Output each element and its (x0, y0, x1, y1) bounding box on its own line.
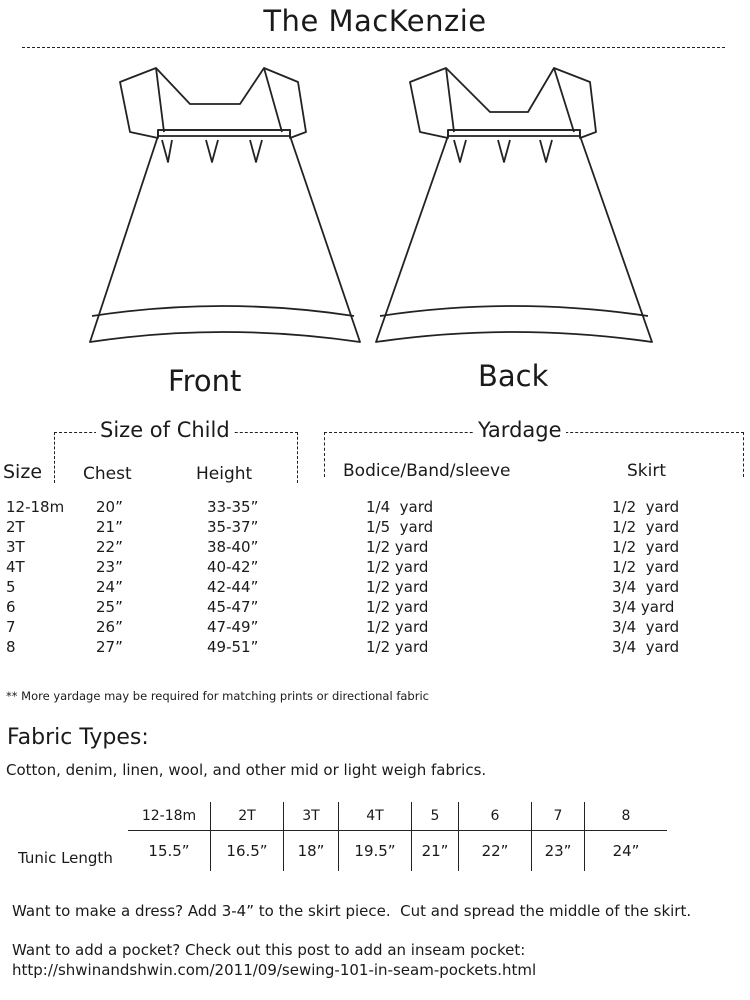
tunic-size-cell: 3T (284, 802, 339, 831)
tunic-size-row (128, 802, 667, 831)
tunic-size-cell: 12-18m (128, 802, 211, 831)
tunic-size-cell: 7 (532, 802, 585, 831)
yardage-heading: Yardage (474, 418, 566, 442)
table-row (0, 538, 750, 558)
height-cell: 47-49” (207, 618, 259, 636)
tunic-length-label: Tunic Length (18, 849, 113, 867)
skirt-cell: 3/4 yard (612, 598, 675, 616)
tunic-size-cell: 5 (412, 802, 459, 831)
tunic-length-table (128, 802, 667, 871)
height-cell: 42-44” (207, 578, 259, 596)
pocket-tip-link[interactable]: http://shwinandshwin.com/2011/09/sewing-101-in-seam-pockets.html (12, 961, 537, 979)
height-cell: 35-37” (207, 518, 259, 536)
skirt-cell: 1/2 yard (612, 538, 680, 556)
size-table-body (0, 498, 750, 658)
height-cell: 38-40” (207, 538, 259, 556)
bodice-column-header: Bodice/Band/sleeve (343, 461, 511, 481)
back-label: Back (478, 359, 549, 393)
title-divider (22, 47, 725, 48)
size-cell: 5 (6, 578, 16, 596)
chest-cell: 21” (96, 518, 123, 536)
tunic-size-cell: 2T (211, 802, 284, 831)
tunic-length-cell: 22” (459, 831, 532, 872)
height-cell: 49-51” (207, 638, 259, 656)
chest-cell: 20” (96, 498, 123, 516)
table-row (0, 558, 750, 578)
bodice-cell: 1/2 yard (366, 618, 429, 636)
front-dress-illustration (78, 60, 368, 350)
table-row (0, 618, 750, 638)
bodice-cell: 1/4 yard (366, 498, 434, 516)
height-cell: 45-47” (207, 598, 259, 616)
size-cell: 4T (6, 558, 25, 576)
size-cell: 7 (6, 618, 16, 636)
page-title: The MacKenzie (263, 4, 487, 38)
skirt-cell: 1/2 yard (612, 558, 680, 576)
tunic-size-cell: 8 (585, 802, 668, 831)
height-column-header: Height (196, 464, 253, 484)
skirt-cell: 3/4 yard (612, 618, 680, 636)
size-cell: 2T (6, 518, 25, 536)
bodice-cell: 1/2 yard (366, 638, 429, 656)
size-of-child-heading: Size of Child (96, 418, 234, 442)
height-cell: 33-35” (207, 498, 259, 516)
chest-cell: 24” (96, 578, 123, 596)
chest-column-header: Chest (83, 464, 132, 484)
table-row (0, 498, 750, 518)
tunic-length-cell: 21” (412, 831, 459, 872)
bodice-cell: 1/2 yard (366, 598, 429, 616)
fabric-types-heading: Fabric Types: (7, 725, 149, 750)
size-column-header: Size (3, 461, 43, 483)
size-cell: 3T (6, 538, 25, 556)
table-row (0, 638, 750, 658)
table-row (0, 598, 750, 618)
size-cell: 12-18m (6, 498, 65, 516)
tunic-size-cell: 4T (339, 802, 412, 831)
table-row (0, 518, 750, 538)
fabric-types-text: Cotton, denim, linen, wool, and other mid or light weigh fabrics. (6, 761, 487, 779)
chest-cell: 27” (96, 638, 123, 656)
bodice-cell: 1/2 yard (366, 558, 429, 576)
tunic-length-cell: 19.5” (339, 831, 412, 872)
table-row (0, 578, 750, 598)
height-cell: 40-42” (207, 558, 259, 576)
front-label: Front (168, 364, 242, 398)
yardage-note: ** More yardage may be required for matching prints or directional fabric (6, 689, 429, 703)
chest-cell: 25” (96, 598, 123, 616)
skirt-cell: 1/2 yard (612, 518, 680, 536)
bodice-cell: 1/2 yard (366, 578, 429, 596)
pocket-tip-text: Want to add a pocket? Check out this post to add an inseam pocket: (12, 941, 526, 959)
skirt-cell: 3/4 yard (612, 578, 680, 596)
back-dress-illustration (368, 60, 658, 350)
tunic-length-cell: 23” (532, 831, 585, 872)
dress-tip-text: Want to make a dress? Add 3-4” to the skirt piece. Cut and spread the middle of the skirt. (12, 902, 692, 920)
tunic-length-row (128, 831, 667, 872)
size-cell: 8 (6, 638, 16, 656)
bodice-cell: 1/2 yard (366, 538, 429, 556)
bodice-cell: 1/5 yard (366, 518, 434, 536)
size-cell: 6 (6, 598, 16, 616)
chest-cell: 23” (96, 558, 123, 576)
tunic-length-cell: 16.5” (211, 831, 284, 872)
tunic-length-cell: 15.5” (148, 842, 190, 860)
tunic-length-cell: 18” (284, 831, 339, 872)
skirt-column-header: Skirt (627, 461, 667, 481)
chest-cell: 22” (96, 538, 123, 556)
tunic-size-cell: 6 (459, 802, 532, 831)
chest-cell: 26” (96, 618, 123, 636)
tunic-length-cell: 24” (585, 831, 668, 872)
skirt-cell: 1/2 yard (612, 498, 680, 516)
skirt-cell: 3/4 yard (612, 638, 680, 656)
